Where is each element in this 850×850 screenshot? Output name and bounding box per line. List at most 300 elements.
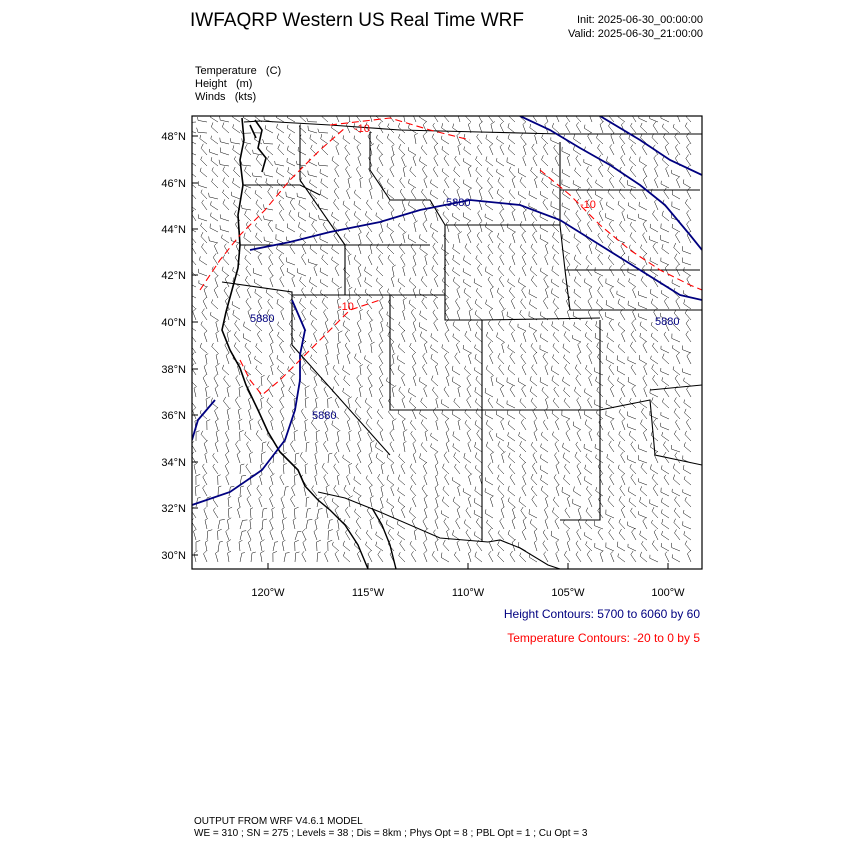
wind-barb: [370, 496, 374, 507]
wind-barb: [320, 190, 328, 200]
wind-barb: [496, 411, 504, 419]
wind-barb: [424, 475, 427, 486]
wind-barb: [652, 133, 658, 144]
wind-barb: [521, 419, 526, 430]
wind-barb: [320, 279, 328, 287]
wind-barb: [523, 517, 527, 529]
wind-barb: [508, 345, 515, 353]
wind-barb: [366, 476, 372, 486]
wind-barb: [292, 419, 295, 430]
wind-barb: [453, 267, 460, 276]
wind-barb: [458, 485, 461, 496]
wind-barb: [618, 278, 625, 287]
wind-barb: [284, 553, 290, 563]
wind-barb: [237, 452, 241, 464]
wind-barb: [314, 529, 317, 540]
wind-barb: [618, 299, 625, 309]
wind-barb: [390, 232, 394, 243]
lat-label-46: 46°N: [161, 178, 186, 190]
wind-barb: [343, 552, 350, 562]
wind-barb: [321, 134, 328, 144]
wind-barb: [486, 157, 493, 167]
wind-barb: [650, 289, 658, 298]
wind-barb: [310, 277, 318, 287]
wind-barb: [249, 452, 253, 463]
wind-barb: [598, 529, 603, 540]
wind-barb: [467, 430, 471, 441]
wind-barb: [239, 419, 243, 430]
wind-barb: [509, 190, 515, 200]
wind-barb: [586, 520, 593, 529]
wind-barb: [475, 442, 482, 452]
wind-barb: [553, 254, 559, 265]
wind-barb: [609, 530, 614, 541]
wind-barb: [411, 431, 416, 441]
wind-barb: [587, 221, 592, 232]
wind-barb: [322, 463, 328, 474]
wind-barb: [551, 137, 559, 144]
wind-barb: [392, 386, 396, 398]
wind-barb: [533, 331, 537, 342]
wind-barb: [650, 464, 658, 474]
wind-barb: [606, 411, 614, 419]
wind-barb: [422, 166, 427, 177]
wind-barb: [304, 430, 307, 441]
wind-barb: [306, 442, 309, 452]
wind-barb: [298, 268, 306, 276]
wind-barb: [280, 277, 284, 288]
wind-barb: [673, 366, 680, 375]
wind-barb: [359, 342, 362, 353]
wind-barb: [530, 519, 537, 529]
wind-barb: [676, 177, 680, 188]
wind-barb: [661, 412, 669, 419]
wind-barb: [421, 398, 427, 408]
temperature-contours: [200, 118, 702, 395]
wind-barb: [456, 518, 460, 529]
wind-barb: [551, 201, 559, 210]
wind-barb: [201, 223, 207, 232]
wind-barb: [463, 213, 471, 222]
wind-barb: [190, 298, 197, 309]
wind-barb: [485, 267, 493, 276]
wind-barb: [413, 155, 416, 166]
wind-barb: [488, 463, 493, 474]
canada-border: [244, 121, 702, 134]
wind-barb: [224, 287, 229, 298]
wind-barb: [377, 167, 383, 177]
wind-barb: [366, 530, 372, 540]
wind-barb: [497, 136, 504, 144]
wind-barb: [289, 134, 295, 144]
wind-barb: [522, 232, 526, 244]
wind-barb: [403, 310, 405, 321]
wind-barb: [652, 343, 658, 353]
wind-barb: [586, 541, 592, 551]
wind-barb: [240, 464, 244, 474]
wind-barb: [202, 243, 208, 254]
field-height: Height (m): [195, 78, 253, 90]
wind-barb: [356, 167, 361, 177]
wind-barb: [454, 167, 460, 177]
wind-barb: [328, 530, 333, 541]
wind-barb: [683, 465, 691, 474]
field-temperature: Temperature (C): [195, 65, 282, 77]
wind-barb: [287, 268, 295, 276]
wind-barb: [441, 399, 449, 408]
wind-barb: [442, 146, 449, 155]
wind-barb: [414, 529, 417, 540]
wind-barb: [277, 245, 284, 254]
wind-barb: [318, 129, 328, 133]
wind-barb: [552, 508, 559, 519]
wind-barb: [641, 276, 647, 287]
wind-barb: [468, 319, 472, 331]
wind-barb: [436, 495, 440, 507]
wind-barb: [401, 375, 405, 386]
wind-barb: [241, 130, 251, 133]
wind-barb: [240, 486, 244, 496]
wind-barb: [196, 540, 200, 551]
wind-barb: [643, 342, 647, 354]
wind-barb: [651, 266, 658, 276]
wind-barb: [589, 353, 592, 364]
wind-barb: [465, 409, 471, 419]
wind-barb: [641, 123, 648, 133]
wind-barb: [399, 144, 405, 155]
wind-barb: [686, 419, 691, 430]
wind-barb: [552, 168, 559, 177]
wind-barb: [553, 354, 560, 364]
wind-barb: [672, 280, 680, 288]
wind-barb: [464, 520, 471, 530]
wind-barb: [685, 497, 691, 507]
wind-barb: [510, 474, 515, 485]
wind-barb: [202, 200, 207, 210]
wind-barb: [488, 254, 493, 265]
wind-barb: [420, 157, 428, 166]
wind-barb: [234, 343, 240, 354]
wind-barb: [586, 321, 592, 331]
wind-barb: [436, 420, 438, 431]
wind-barb: [577, 398, 581, 409]
wind-barb: [541, 486, 548, 496]
wind-barb: [620, 133, 625, 144]
wind-barb: [435, 485, 438, 496]
wind-barb: [621, 507, 625, 519]
wind-barb: [235, 397, 240, 408]
wind-barb: [349, 431, 352, 441]
wind-barb: [347, 475, 351, 485]
wind-barb: [388, 397, 394, 408]
wind-barb: [676, 298, 680, 309]
wind-barb: [502, 342, 505, 353]
wind-barb: [446, 430, 449, 441]
wind-barb: [533, 352, 537, 364]
wind-barb: [278, 322, 285, 331]
wind-barb: [412, 353, 416, 364]
wind-barb: [520, 441, 526, 452]
wind-barb: [258, 298, 262, 309]
wind-barb: [277, 299, 284, 309]
wind-barb: [630, 222, 636, 232]
wind-barb: [469, 309, 473, 320]
wind-barb: [631, 365, 636, 375]
wind-barb: [500, 385, 504, 397]
wind-barb: [444, 155, 449, 166]
wind-barb: [420, 245, 427, 254]
wind-barb: [379, 342, 383, 353]
wind-barb: [644, 364, 647, 375]
wind-barb: [685, 541, 691, 551]
wind-barb: [445, 474, 450, 485]
wind-barb: [563, 453, 570, 463]
wind-barb: [379, 375, 383, 386]
wind-barb: [410, 485, 416, 496]
wind-barb: [212, 343, 218, 353]
wind-barb: [271, 474, 275, 486]
wind-barb: [496, 433, 504, 441]
wind-barb: [562, 147, 570, 155]
wind-barb: [675, 453, 680, 464]
wind-barb: [238, 408, 241, 419]
wind-barb: [214, 287, 218, 298]
wind-barb: [675, 529, 681, 540]
wind-barb: [652, 474, 658, 485]
wind-barb: [609, 365, 614, 375]
wind-barb: [280, 265, 284, 276]
wind-barb: [232, 301, 240, 309]
wind-barb: [424, 551, 427, 562]
wind-barb: [408, 234, 416, 243]
wind-barb: [618, 465, 625, 474]
wind-barb: [425, 254, 428, 265]
wind-barb: [476, 177, 482, 188]
wind-barb: [522, 364, 526, 375]
wind-barb: [233, 124, 240, 133]
wind-barb: [370, 517, 374, 529]
wind-barb: [379, 287, 383, 298]
wind-barb: [223, 255, 229, 265]
wind-barb: [312, 221, 317, 232]
wind-barb: [257, 331, 262, 342]
wind-barb: [540, 268, 548, 276]
wind-barb: [542, 134, 548, 144]
wind-barb: [661, 509, 669, 518]
wind-barb: [533, 155, 537, 166]
wind-barb: [552, 189, 559, 199]
wind-barb: [201, 144, 207, 155]
wind-barb: [606, 400, 614, 408]
wind-barb: [609, 320, 614, 331]
wind-barb: [233, 178, 240, 188]
wind-barb: [454, 398, 460, 408]
wind-barb: [530, 300, 538, 310]
wind-barb: [608, 518, 614, 529]
wind-barb: [567, 496, 570, 507]
wind-barb: [489, 232, 493, 244]
wind-barb: [310, 135, 317, 145]
wind-barb: [381, 321, 384, 332]
wind-barb: [464, 147, 471, 156]
lat-label-32: 32°N: [161, 503, 186, 515]
wind-barb: [540, 191, 548, 199]
wind-barb: [365, 277, 372, 287]
wind-barb: [553, 398, 559, 408]
wind-barb: [250, 519, 253, 530]
wind-barb: [436, 475, 439, 486]
height-label-4: 5880: [655, 316, 680, 328]
wind-barb: [398, 344, 405, 353]
wind-barb: [564, 398, 570, 408]
wind-barb: [245, 189, 251, 199]
wind-barb: [556, 540, 559, 551]
wind-barb: [204, 331, 207, 342]
wind-barb: [226, 353, 229, 364]
wind-barb: [264, 237, 273, 243]
wind-barb: [309, 213, 317, 221]
wind-barb: [575, 111, 581, 122]
wind-barb: [672, 489, 680, 496]
wind-barb: [510, 551, 515, 562]
state-lines: [222, 125, 702, 542]
wind-barb: [431, 333, 438, 342]
wind-barb: [376, 135, 383, 144]
wind-barb: [523, 122, 526, 133]
wind-barb: [345, 210, 350, 221]
wind-barb: [512, 507, 515, 518]
wind-barb: [490, 353, 494, 364]
wind-barb: [218, 541, 223, 551]
wind-barb: [500, 122, 504, 133]
wind-barb: [337, 475, 340, 485]
wind-barb: [491, 452, 495, 463]
wind-barb: [643, 166, 647, 177]
model-footer: [194, 816, 587, 840]
wind-barb: [409, 179, 417, 188]
wind-barb: [360, 177, 363, 188]
wind-barb: [257, 210, 262, 221]
wind-barb: [621, 145, 625, 155]
wind-barb: [424, 386, 427, 397]
wind-barb: [576, 442, 581, 452]
wind-barb: [380, 430, 383, 441]
wind-barb: [675, 144, 680, 155]
wind-barb: [630, 464, 636, 474]
wind-barb: [228, 507, 232, 518]
wind-barb: [424, 342, 427, 353]
wind-barb: [589, 287, 592, 298]
wind-barb: [508, 134, 515, 144]
wind-barb: [521, 354, 526, 364]
wind-barb: [248, 540, 251, 551]
wind-barb: [420, 332, 427, 342]
wind-barb: [278, 144, 284, 155]
wind-barb: [210, 224, 218, 232]
wind-barb: [421, 442, 427, 452]
wind-barb: [530, 266, 537, 276]
wind-barb: [686, 331, 691, 342]
wind-barb: [628, 424, 636, 430]
wind-barb: [674, 430, 680, 441]
wind-barb: [344, 376, 350, 386]
wind-barb: [433, 254, 438, 265]
wind-barb: [545, 496, 548, 507]
wind-barb: [200, 168, 207, 177]
wind-barb: [520, 553, 526, 562]
wind-barb: [402, 397, 405, 408]
wind-barb: [652, 364, 658, 375]
wind-barb: [403, 430, 407, 442]
wind-barb: [458, 232, 462, 244]
wind-barb: [403, 232, 407, 243]
wind-barb: [206, 386, 209, 397]
wind-barb: [306, 508, 311, 518]
wind-barb: [458, 419, 461, 430]
wind-barb: [595, 521, 603, 529]
wind-barb: [545, 364, 548, 375]
wind-barb: [433, 123, 438, 133]
lon-labels: [251, 587, 685, 599]
wind-barb: [628, 357, 636, 365]
wind-barb: [268, 221, 273, 232]
wind-barb: [540, 377, 548, 386]
wind-barb: [410, 167, 416, 177]
wind-barb: [662, 244, 669, 254]
wind-barb: [643, 233, 647, 244]
wind-barb: [631, 145, 636, 156]
wind-barb: [273, 542, 278, 551]
wind-barb: [599, 211, 603, 221]
wind-barb: [354, 476, 361, 485]
wind-barb: [432, 134, 438, 144]
wind-barb: [196, 431, 200, 441]
wind-barb: [398, 365, 405, 375]
wind-barb: [294, 430, 298, 441]
wind-barb: [672, 170, 680, 177]
wind-barb: [277, 168, 285, 177]
wind-barb: [443, 212, 449, 221]
wind-barb: [455, 298, 460, 309]
wind-barb: [650, 224, 658, 232]
wind-barb: [334, 178, 339, 188]
wind-barb: [520, 454, 526, 463]
wind-barb: [673, 464, 680, 474]
wind-barb: [611, 418, 615, 430]
wind-barb: [464, 288, 471, 298]
wind-barb: [236, 440, 241, 452]
wind-barb: [508, 432, 515, 441]
wind-barb: [518, 191, 526, 199]
wind-barb: [287, 158, 295, 166]
wind-barb: [672, 334, 680, 342]
wind-barb: [596, 455, 603, 463]
wind-barb: [480, 222, 482, 233]
wind-barb: [467, 375, 471, 386]
wind-barb: [300, 452, 306, 463]
wind-barb: [463, 180, 471, 188]
wind-barb: [466, 507, 471, 518]
wind-barb: [393, 354, 396, 365]
wind-barb: [376, 532, 383, 540]
wind-barb: [563, 321, 570, 331]
wind-barb: [377, 144, 383, 155]
wind-barb: [271, 419, 274, 430]
wind-barb: [247, 485, 251, 496]
wind-barb: [684, 267, 692, 276]
wind-barb: [277, 179, 284, 188]
wind-barbs: [185, 110, 691, 562]
